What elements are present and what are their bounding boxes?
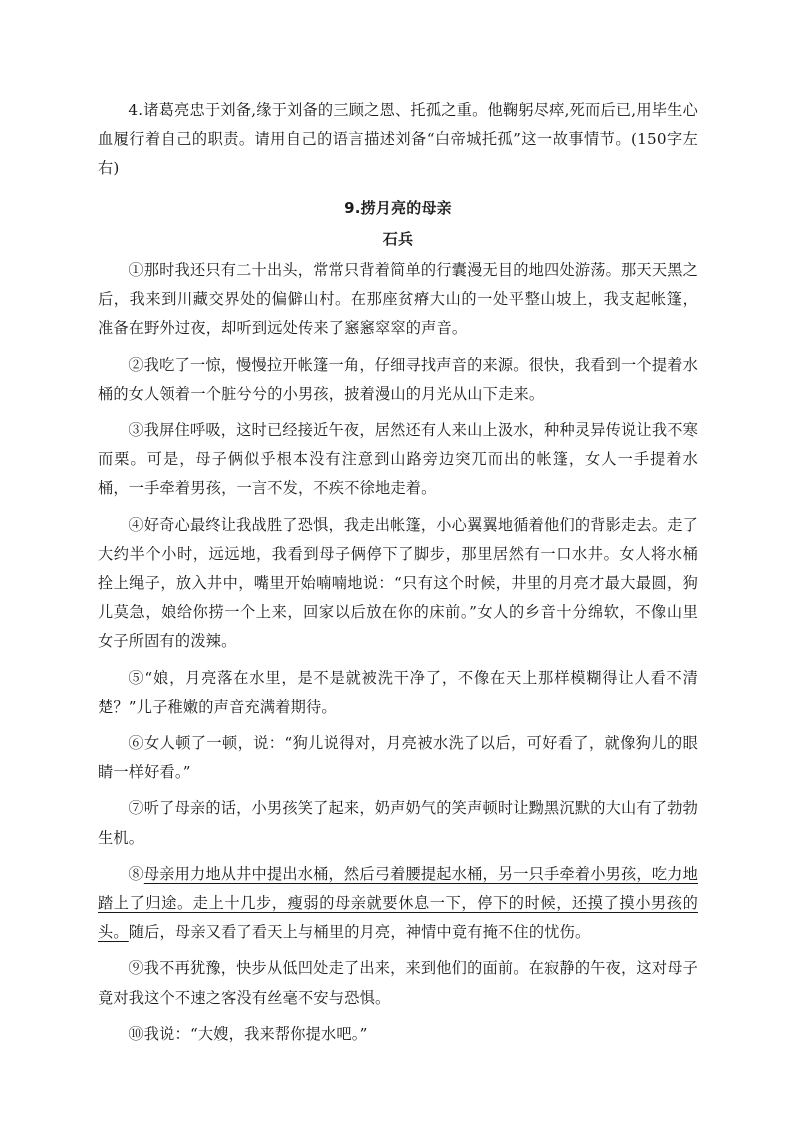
paragraph-8-underlined-text: 母亲用力地从井中提出水桶，然后弓着腰提起水桶，另一只手牵着小男孩，吃力地踏上了归途。走上十几步，瘦弱的母亲就要休息一下，停下的时候，还摸了摸小男孩的头。	[98, 864, 699, 942]
paragraph-7: ⑦听了母亲的话，小男孩笑了起来，奶声奶气的笑声顿时让黝黑沉默的大山有了勃勃生机。	[98, 799, 698, 847]
paragraph-8-rest-text: 随后，母亲又看了看天上与桶里的月亮，神情中竟有掩不住的忧伤。	[128, 923, 591, 942]
paragraph-1: ①那时我还只有二十出头，常常只背着简单的行囊漫无目的地四处游荡。那天天黑之后，我来到川藏交界处的偏僻山村。在那座贫瘠大山的一处平整山坡上，我支起帐篷，准备在野外过夜，却听到远处传来了窸窸窣窣的声音。	[98, 261, 698, 338]
article-title: 9.捞月亮的母亲	[344, 198, 452, 217]
article-author: 石兵	[382, 229, 414, 248]
paragraph-10: ⑩我说：“大嫂，我来帮你提水吧。”	[128, 1024, 368, 1043]
question-4-text: 4.诸葛亮忠于刘备,缘于刘备的三顾之恩、托孤之重。他鞠躬尽瘁,死而后已,用毕生心血履行着自己的职责。请用自己的语言描述刘备“白帝城托孤”这一故事情节。(150字左右)	[98, 101, 698, 178]
paragraph-3: ③我屏住呼吸，这时已经接近午夜，居然还有人来山上汲水，种种灵异传说让我不寒而栗。可是，母子俩似乎根本没有注意到山路旁边突兀而出的帐篷，女人一手提着水桶，一手牵着男孩，一言不发，不疾不徐地走着。	[98, 421, 698, 498]
paragraph-9: ⑨我不再犹豫，快步从低凹处走了出来，来到他们的面前。在寂静的午夜，这对母子竟对我这个不速之客没有丝毫不安与恐惧。	[98, 959, 698, 1007]
paragraph-5: ⑤“娘，月亮落在水里，是不是就被洗干净了，不像在天上那样模糊得让人看不清楚？”儿子稚嫩的声音充满着期待。	[98, 668, 698, 716]
paragraph-8-number: ⑧	[128, 864, 144, 883]
paragraph-2: ②我吃了一惊，慢慢拉开帐篷一角，仔细寻找声音的来源。很快，我看到一个提着水桶的女人领着一个脏兮兮的小男孩，披着漫山的月光从山下走来。	[98, 355, 698, 403]
page-content	[98, 96, 698, 1049]
paragraph-4: ④好奇心最终让我战胜了恐惧，我走出帐篷，小心翼翼地循着他们的背影走去。走了大约半个小时，远远地，我看到母子俩停下了脚步，那里居然有一口水井。女人将水桶拴上绳子，放入井中，嘴里开始喃喃地说：“只有这个时候，井里的月亮才最大最圆，狗儿莫急，娘给你捞一个上来，回家以后放在你的床前。”女人的乡音十分绵软，不像山里女子所固有的泼辣。	[98, 515, 698, 651]
paragraph-6: ⑥女人顿了一顿，说：“狗儿说得对，月亮被水洗了以后，可好看了，就像狗儿的眼睛一样好看。”	[98, 734, 698, 782]
paragraph-8	[98, 860, 698, 948]
